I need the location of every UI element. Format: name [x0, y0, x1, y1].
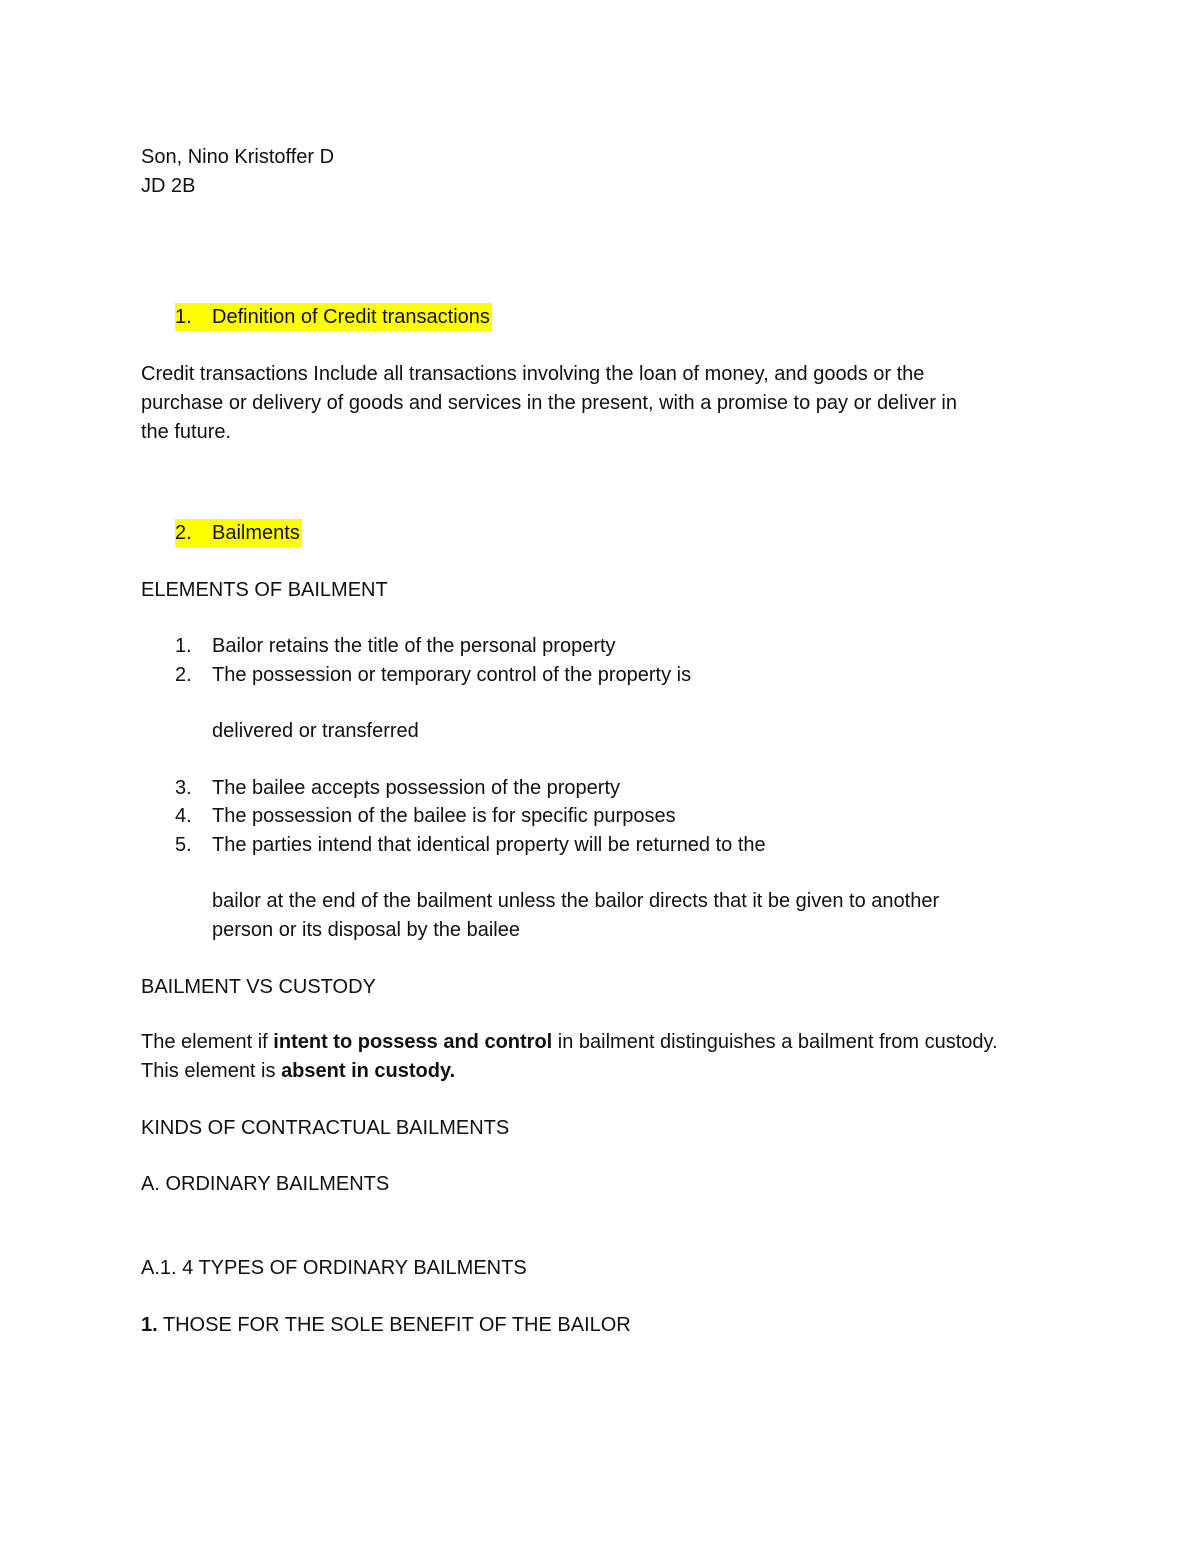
list-item-continuation: person or its disposal by the bailee [212, 919, 520, 941]
section-1-title: Definition of Credit transactions [212, 306, 490, 328]
vs-paragraph-line [141, 1057, 455, 1085]
list-number: 5. [175, 834, 192, 856]
vs-bold-text: intent to possess and control [273, 1031, 553, 1053]
ordinary-bailments-heading: A. ORDINARY BAILMENTS [141, 1173, 390, 1195]
list-item: The parties intend that identical property will be returned to the [212, 834, 766, 856]
list-item: The possession of the bailee is for specific purposes [212, 805, 676, 827]
list-item: The possession or temporary control of the property is [212, 664, 692, 686]
elements-heading: ELEMENTS OF BAILMENT [141, 579, 388, 601]
vs-text: This element is [141, 1060, 282, 1082]
section-1-heading [175, 303, 492, 331]
types-heading: A.1. 4 TYPES OF ORDINARY BAILMENTS [141, 1257, 527, 1279]
section-2-number: 2. [175, 522, 192, 544]
section-1-number: 1. [175, 306, 192, 328]
bailment-vs-custody-heading: BAILMENT VS CUSTODY [141, 976, 376, 998]
list-item: Bailor retains the title of the personal property [212, 635, 616, 657]
list-number: 3. [175, 777, 192, 799]
paragraph-line: Credit transactions Include all transactions involving the loan of money, and goods or the [141, 363, 925, 385]
list-number: 2. [175, 664, 192, 686]
section-2-heading [175, 519, 302, 547]
vs-paragraph-line [141, 1028, 998, 1056]
vs-text: The element if [141, 1031, 274, 1053]
author-name: Son, Nino Kristoffer D [141, 146, 335, 168]
type-1-number: 1. [141, 1314, 158, 1336]
type-1-text: THOSE FOR THE SOLE BENEFIT OF THE BAILOR [157, 1314, 631, 1336]
list-number: 4. [175, 805, 192, 827]
list-number: 1. [175, 635, 192, 657]
vs-text: in bailment distinguishes a bailment from custody. [552, 1031, 998, 1053]
paragraph-line: purchase or delivery of goods and services in the present, with a promise to pay or deliver in [141, 392, 957, 414]
list-item: The bailee accepts possession of the property [212, 777, 621, 799]
kinds-heading: KINDS OF CONTRACTUAL BAILMENTS [141, 1117, 510, 1139]
vs-bold-text: absent in custody. [281, 1060, 456, 1082]
type-1-line [141, 1311, 631, 1339]
list-item-continuation: bailor at the end of the bailment unless the bailor directs that it be given to another [212, 890, 940, 912]
list-item-continuation: delivered or transferred [212, 720, 419, 742]
paragraph-line: the future. [141, 421, 232, 443]
class-section: JD 2B [141, 175, 196, 197]
section-2-title: Bailments [212, 522, 300, 544]
